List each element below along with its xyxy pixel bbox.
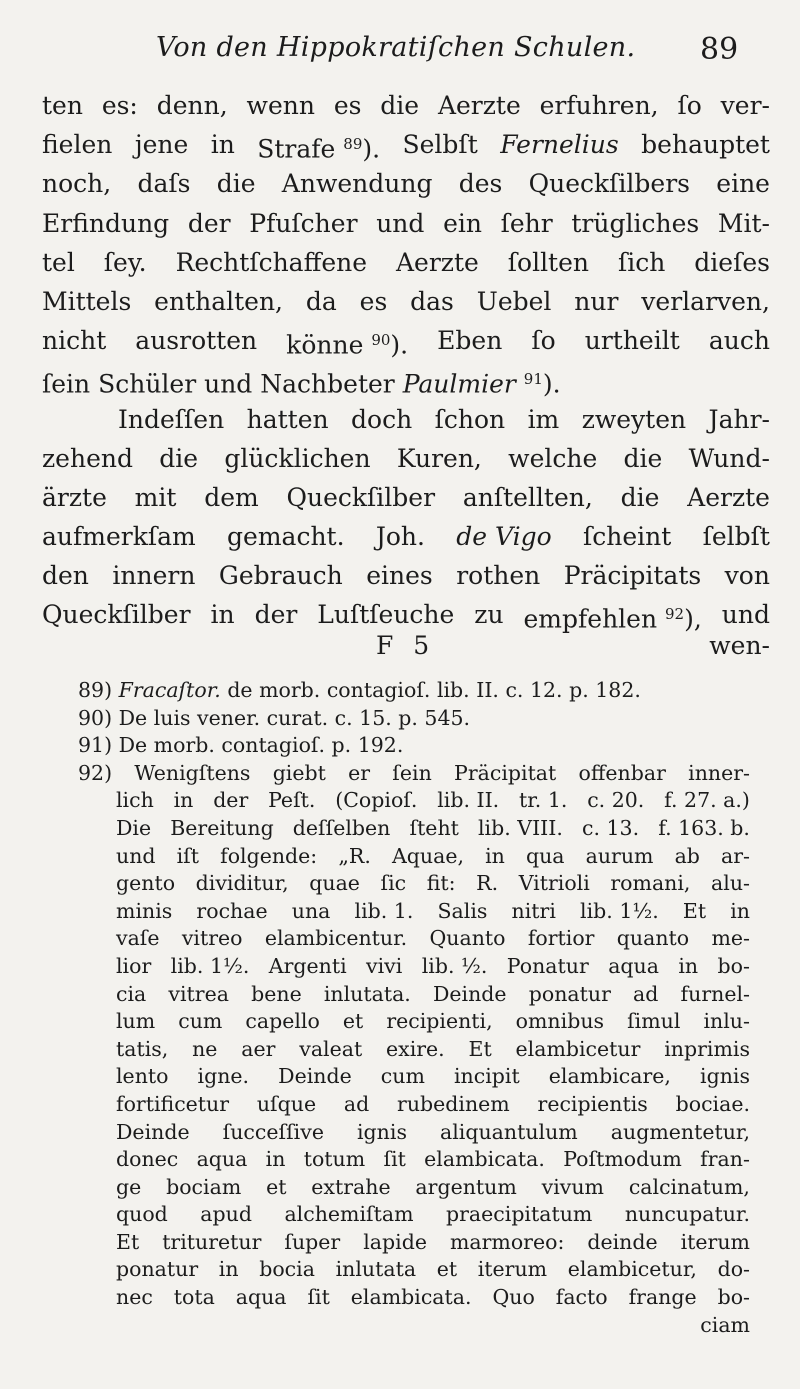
footnote-92-line-15: donec aqua in totum ſit elambicata. Poſtmodum fran-	[116, 1147, 750, 1172]
footnote-92-line-6: minis rochae una lib. 1. Salis nitri lib. 1½. Et in	[116, 898, 750, 923]
footnote-92-line-1: 92) Wenigſtens giebt er ſein Präcipitat offenbar inner-	[78, 760, 750, 785]
footnotes	[78, 677, 750, 1339]
body-line-3: noch, daſs die Anwendung des Queckſilbers eine	[42, 169, 770, 199]
signature-line	[42, 631, 770, 669]
signature-mark: F 5	[376, 631, 436, 660]
body-line-1: ten es: denn, wenn es die Aerzte erfuhren, ſo ver-	[42, 91, 770, 120]
body-line-6: Mittels enthalten, da es das Uebel nur verlarven,	[42, 286, 770, 316]
body-line-5: tel ſey. Rechtſchaffene Aerzte ſollten ſich dieſes	[42, 247, 770, 277]
footnote-92-line-20: nec tota aqua ſit elambicata. Quo facto frange bo-	[116, 1285, 750, 1310]
body-line-11: ärzte mit dem Queckſilber anſtellten, die Aerzte	[42, 482, 770, 512]
footnote-92-line-19: ponatur in bocia inlutata et iterum elambicetur, do-	[116, 1257, 750, 1282]
footnote-92-line-21: ciam	[700, 1312, 750, 1337]
footnote-92-line-12: lento igne. Deinde cum incipit elambicare, ignis	[116, 1064, 750, 1089]
footnote-92-line-4: und iſt folgende: „R. Aquae, in qua aurum ab ar-	[116, 843, 750, 868]
footnote-92-line-7: vaſe vitreo elambicentur. Quanto fortior quanto me-	[116, 926, 750, 951]
page-header	[0, 28, 800, 68]
footnote-92-line-13: fortificetur uſque ad rubedinem recipientis bociae.	[116, 1091, 750, 1116]
running-title: Von den Hippokratiſchen Schulen.	[156, 32, 636, 63]
body-line-2: fielen jene in Strafe 89). Selbſt Fernelius behauptet	[42, 130, 770, 164]
body-text	[42, 86, 770, 635]
footnote-92-line-9: cia vitrea bene inlutata. Deinde ponatur ad furnel-	[116, 981, 750, 1006]
footnote-92-line-18: Et trituretur ſuper lapide marmoreo: deinde iterum	[116, 1229, 750, 1254]
footnote-92-line-11: tatis, ne aer valeat exire. Et elambicetur inprimis	[116, 1036, 750, 1061]
footnote-89: 89) Fracaſtor. de morb. contagioſ. lib. II. c. 12. p. 182.	[78, 678, 641, 702]
body-line-7: nicht ausrotten könne 90). Eben ſo urtheilt auch	[42, 326, 770, 360]
footnote-92-line-2: lich in der Peſt. (Copioſ. lib. II. tr. 1. c. 20. f. 27. a.)	[116, 788, 750, 813]
catchword: wen-	[709, 631, 770, 660]
body-line-8: ſein Schüler und Nachbeter Paulmier 91).	[42, 369, 561, 399]
body-line-4: Erfindung der Pfuſcher und ein ſehr trügliches Mit-	[42, 208, 770, 238]
body-line-13: den innern Gebrauch eines rothen Präcipitats von	[42, 561, 770, 591]
footnote-92-line-16: ge bociam et extrahe argentum vivum calcinatum,	[116, 1174, 750, 1199]
footnote-92-line-8: lior lib. 1½. Argenti vivi lib. ½. Ponatur aqua in bo-	[116, 953, 750, 978]
footnote-92-line-14: Deinde ſucceſſive ignis aliquantulum augmentetur,	[116, 1119, 750, 1144]
body-line-14: Queckſilber in der Luſtſeuche zu empfehlen 92), und	[42, 600, 770, 634]
body-line-12: aufmerkſam gemacht. Joh. de Vigo ſcheint ſelbſt	[42, 522, 770, 552]
footnote-91: 91) De morb. contagioſ. p. 192.	[78, 733, 404, 758]
footnote-90: 90) De luis vener. curat. c. 15. p. 545.	[78, 705, 471, 730]
footnote-92-line-5: gento dividitur, quae ſic fit: R. Vitrioli romani, alu-	[116, 871, 750, 896]
footnote-92-line-17: quod apud alchemiſtam praecipitatum nuncupatur.	[116, 1202, 750, 1227]
footnote-92-line-3: Die Bereitung deſſelben ſteht lib. VIII. c. 13. f. 163. b.	[116, 815, 750, 840]
footnote-92-line-10: lum cum capello et recipienti, omnibus ſimul inlu-	[116, 1009, 750, 1034]
page-number: 89	[700, 32, 739, 67]
body-line-9: Indeſſen hatten doch ſchon im zweyten Jahr-	[118, 404, 770, 434]
body-line-10: zehend die glücklichen Kuren, welche die Wund-	[42, 443, 770, 473]
